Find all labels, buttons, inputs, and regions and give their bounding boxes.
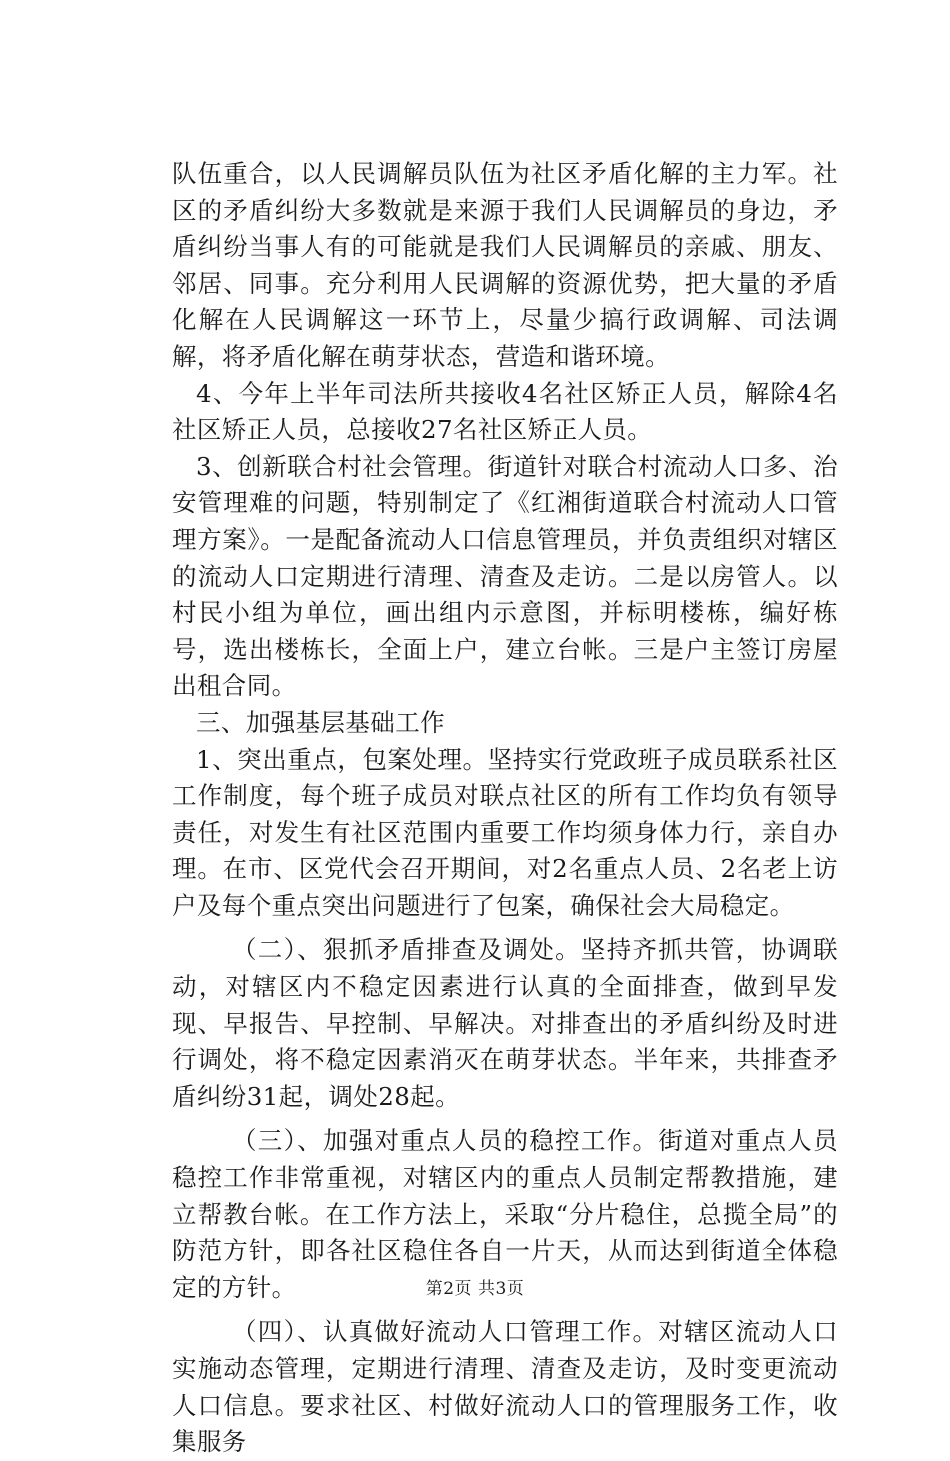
paragraph-continuation: 队伍重合，以人民调解员队伍为社区矛盾化解的主力军。社区的矛盾纠纷大多数就是来源于我们人民调解员的身边，矛盾纠纷当事人有的可能就是我们人民调解员的亲戚、朋友、邻居、同事。充分利用人民调解的资源优势，把大量的矛盾化解在人民调解这一环节上，尽量少搞行政调解、司法调解，将矛盾化解在萌芽状态，营造和谐环境。 bbox=[172, 159, 838, 371]
page-footer: 第2页 共3页 bbox=[425, 1279, 525, 1299]
paragraph-item-4: 4、今年上半年司法所共接收4名社区矫正人员，解除4名社区矫正人员，总接收27名社区矫正人员。 bbox=[172, 378, 838, 445]
paragraph-item-1: 1、突出重点，包案处理。坚持实行党政班子成员联系社区工作制度，每个班子成员对联点社区的所有工作均负有领导责任，对发生有社区范围内重要工作均须身体力行，亲自办理。在市、区党代会召开期间，对2名重点人员、2名老上访户及每个重点突出问题进行了包案，确保社会大局稳定。 bbox=[172, 744, 838, 920]
paragraph-item-3b: （三）、加强对重点人员的稳控工作。街道对重点人员稳控工作非常重视，对辖区内的重点人员制定帮教措施，建立帮教台帐。在工作方法上，采取“分片稳住，总揽全局”的防范方针，即各社区稳住各自一片天，从而达到街道全体稳定的方针。 bbox=[172, 1126, 838, 1302]
document-body bbox=[172, 156, 838, 1461]
paragraph-item-2: （二）、狠抓矛盾排查及调处。坚持齐抓共管，协调联动，对辖区内不稳定因素进行认真的全面排查，做到早发现、早报告、早控制、早解决。对排查出的矛盾纠纷及时进行调处，将不稳定因素消灭在萌芽状态。半年来，共排查矛盾纠纷31起，调处28起。 bbox=[172, 935, 838, 1111]
paragraph-item-4b: （四）、认真做好流动人口管理工作。对辖区流动人口实施动态管理，定期进行清理、清查及走访，及时变更流动人口信息。要求社区、村做好流动人口的管理服务工作，收集服务 bbox=[172, 1317, 838, 1457]
paragraph-item-3: 3、创新联合村社会管理。街道针对联合村流动人口多、治安管理难的问题，特别制定了《红湘街道联合村流动人口管理方案》。一是配备流动人口信息管理员，并负责组织对辖区的流动人口定期进行清理、清查及走访。二是以房管人。以村民小组为单位，画出组内示意图，并标明楼栋，编好栋号，选出楼栋长，全面上户，建立台帐。三是户主签订房屋出租合同。 bbox=[172, 451, 838, 701]
section-heading: 三、加强基层基础工作 bbox=[196, 707, 445, 737]
